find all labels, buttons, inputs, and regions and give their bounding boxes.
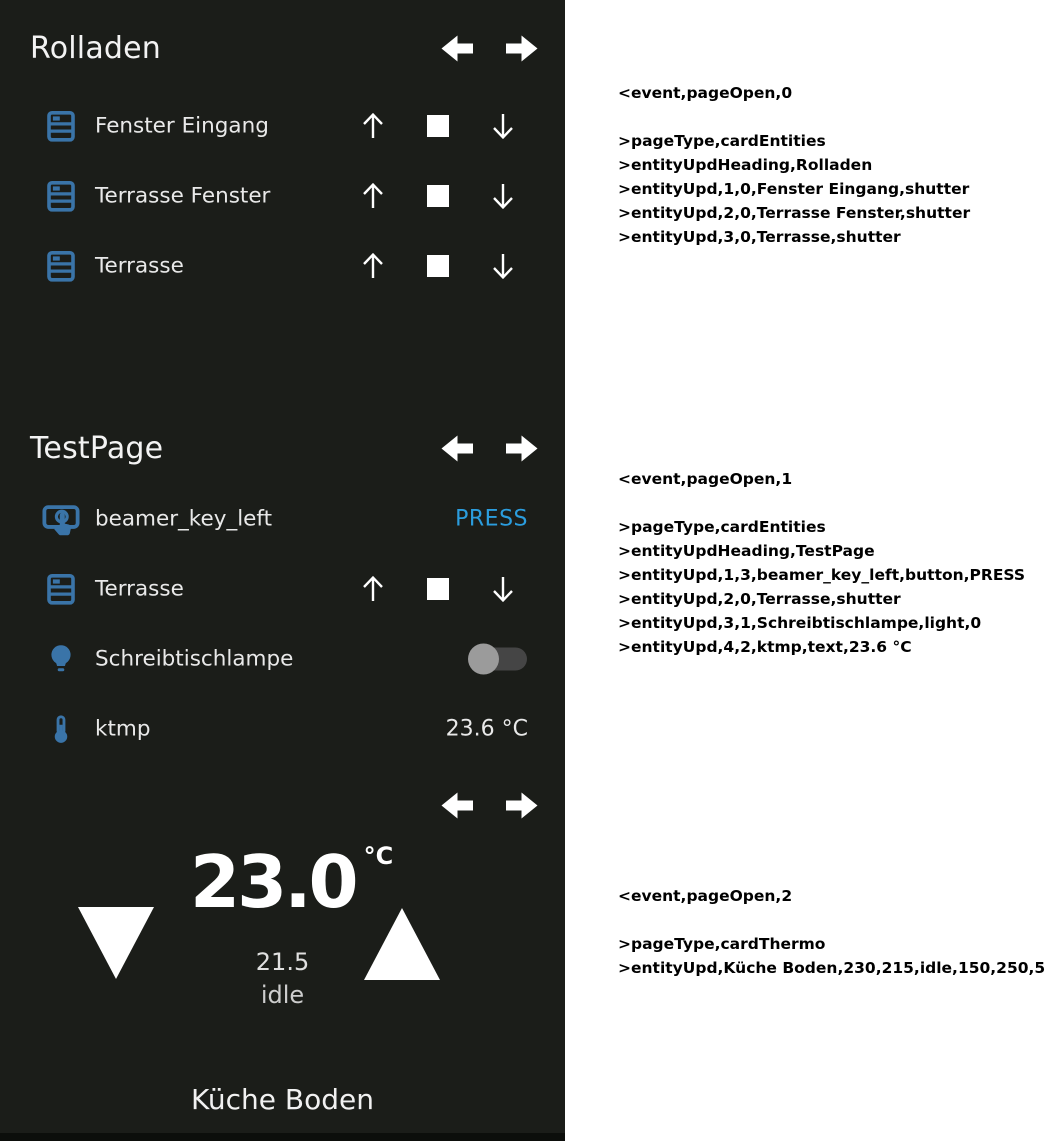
window-shutter-icon (42, 246, 80, 286)
shutter-down-button[interactable] (490, 111, 516, 141)
entity-row (0, 98, 565, 154)
entity-row (0, 631, 565, 687)
page-nav (439, 432, 540, 465)
nav-prev-button[interactable] (439, 32, 476, 65)
shutter-up-button[interactable] (360, 251, 386, 281)
protocol-line: >entityUpd,1,3,beamer_key_left,button,PRESS (618, 566, 1026, 584)
protocol-block-pageopen-1 (618, 467, 1025, 659)
sensor-value: 23.6 °C (445, 716, 528, 742)
entity-row (0, 238, 565, 294)
page-nav (439, 789, 540, 822)
protocol-line (618, 908, 1045, 932)
window-shutter-icon (42, 176, 80, 216)
protocol-line: >entityUpd,Küche Boden,230,215,idle,150,250,5 (618, 959, 1045, 977)
page-title: Rolladen (30, 30, 162, 66)
nav-next-button[interactable] (503, 789, 540, 822)
arrow-right-icon (503, 32, 540, 65)
card-thermo (0, 765, 565, 1141)
arrow-left-icon (439, 789, 476, 822)
protocol-line: <event,pageOpen,1 (618, 470, 793, 488)
page-nav (439, 32, 540, 65)
nav-prev-button[interactable] (439, 789, 476, 822)
thermometer-icon (42, 709, 80, 749)
entity-label: ktmp (95, 716, 151, 742)
shutter-down-button[interactable] (490, 574, 516, 604)
arrow-right-icon (503, 789, 540, 822)
press-button[interactable]: PRESS (455, 506, 528, 532)
panel-bottom-edge (0, 1133, 565, 1141)
nav-next-button[interactable] (503, 432, 540, 465)
protocol-line (618, 105, 970, 129)
shutter-up-button[interactable] (360, 181, 386, 211)
protocol-line: >entityUpd,4,2,ktmp,text,23.6 °C (618, 638, 912, 656)
protocol-line: >entityUpd,3,1,Schreibtischlampe,light,0 (618, 614, 982, 632)
toggle-knob (468, 644, 499, 675)
nav-prev-button[interactable] (439, 432, 476, 465)
card-entities-rolladen (0, 0, 565, 415)
shutter-stop-button[interactable] (427, 578, 449, 600)
protocol-line: <event,pageOpen,2 (618, 887, 793, 905)
entity-row (0, 701, 565, 757)
protocol-line: >pageType,cardEntities (618, 132, 826, 150)
protocol-line: >entityUpdHeading,TestPage (618, 542, 875, 560)
protocol-block-pageopen-0 (618, 81, 970, 249)
arrow-left-icon (439, 32, 476, 65)
protocol-line: >entityUpd,1,0,Fenster Eingang,shutter (618, 180, 970, 198)
entity-row (0, 491, 565, 547)
protocol-block-pageopen-2 (618, 884, 1045, 980)
protocol-line: >entityUpdHeading,Rolladen (618, 156, 873, 174)
nav-next-button[interactable] (503, 32, 540, 65)
window-shutter-icon (42, 569, 80, 609)
entity-label: Terrasse (95, 253, 184, 279)
lightbulb-icon (42, 639, 80, 679)
current-temperature (190, 840, 394, 924)
shutter-down-button[interactable] (490, 181, 516, 211)
arrow-left-icon (439, 432, 476, 465)
shutter-up-button[interactable] (360, 111, 386, 141)
setpoint-value: 21.5 (255, 948, 310, 976)
protocol-line: >entityUpd,3,0,Terrasse,shutter (618, 228, 901, 246)
entity-label: Fenster Eingang (95, 113, 269, 139)
shutter-down-button[interactable] (490, 251, 516, 281)
protocol-line: >entityUpd,2,0,Terrasse,shutter (618, 590, 901, 608)
light-toggle-switch[interactable] (470, 648, 527, 671)
shutter-stop-button[interactable] (427, 115, 449, 137)
arrow-right-icon (503, 432, 540, 465)
gesture-tap-icon (42, 499, 80, 539)
window-shutter-icon (42, 106, 80, 146)
temperature-unit: °C (363, 842, 394, 870)
card-entities-testpage (0, 415, 565, 765)
hvac-state: idle (260, 981, 305, 1009)
entity-label: Terrasse Fenster (95, 183, 271, 209)
shutter-up-button[interactable] (360, 574, 386, 604)
shutter-stop-button[interactable] (427, 185, 449, 207)
shutter-stop-button[interactable] (427, 255, 449, 277)
protocol-line (618, 491, 1025, 515)
entity-label: Terrasse (95, 576, 184, 602)
entity-row (0, 168, 565, 224)
protocol-line: <event,pageOpen,0 (618, 84, 793, 102)
protocol-line: >entityUpd,2,0,Terrasse Fenster,shutter (618, 204, 971, 222)
page-title: TestPage (30, 430, 164, 466)
entity-label: Schreibtischlampe (95, 646, 294, 672)
entity-row (0, 561, 565, 617)
entity-label: beamer_key_left (95, 506, 273, 532)
thermostat-title: Küche Boden (190, 1083, 375, 1116)
protocol-line: >pageType,cardThermo (618, 935, 826, 953)
protocol-line: >pageType,cardEntities (618, 518, 826, 536)
current-temperature-value: 23.0 (190, 840, 356, 924)
